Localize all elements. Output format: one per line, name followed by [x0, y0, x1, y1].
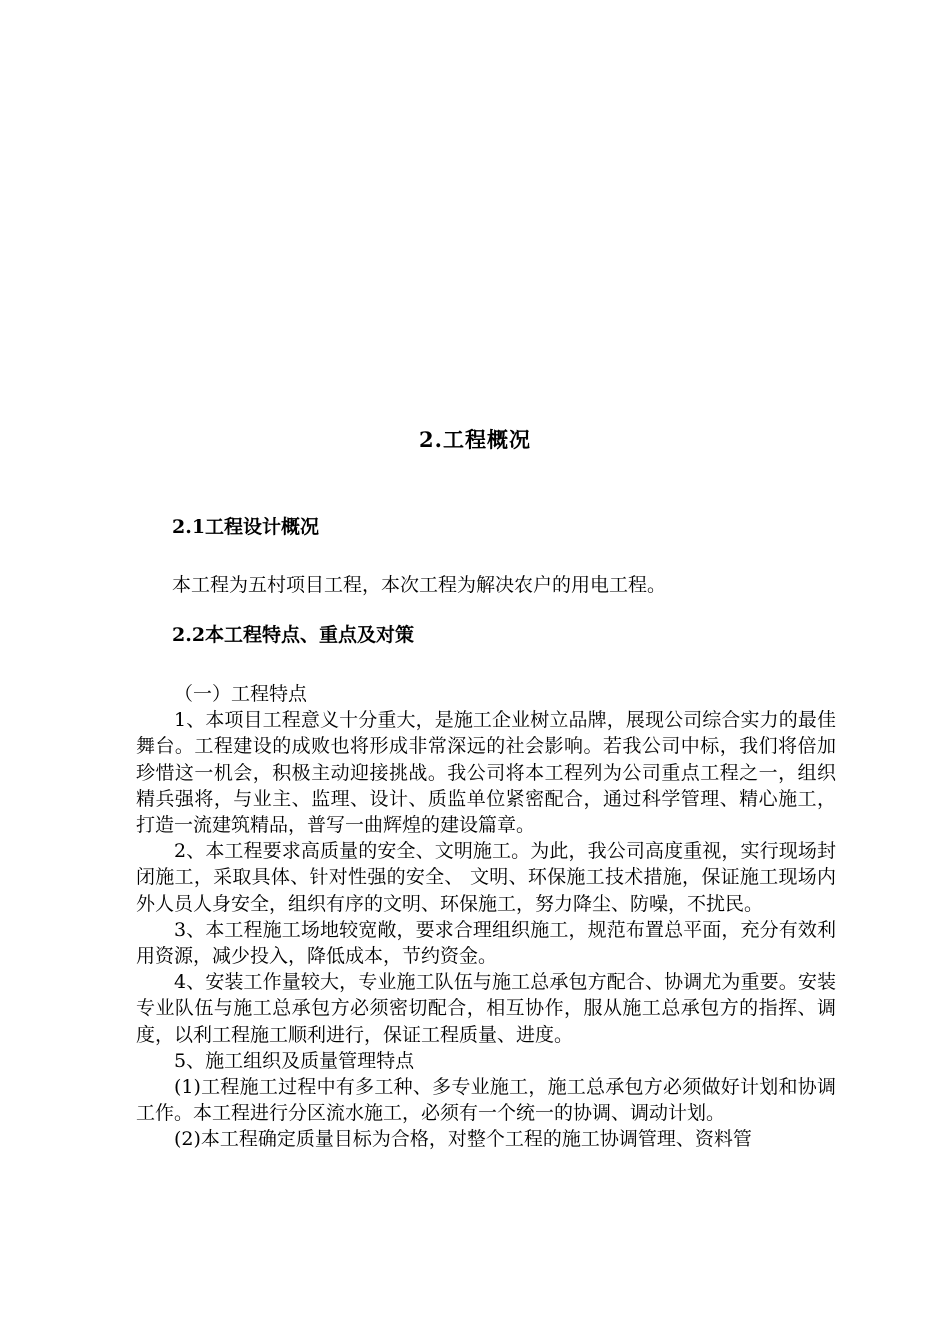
paragraph-5-1: (1)工程施工过程中有多工种、多专业施工，施工总承包方必须做好计划和协调工作。本工程进行分区流水施工，必须有一个统一的协调、调动计划。: [136, 1076, 836, 1125]
paragraph-5: 5、施工组织及质量管理特点: [174, 1049, 415, 1072]
subheading-features: （一）工程特点: [174, 683, 308, 705]
paragraph-1: 1、本项目工程意义十分重大，是施工企业树立品牌，展现公司综合实力的最佳舞台。工程建设的成败也将形成非常深远的社会影响。若我公司中标，我们将倍加珍惜这一机会，积极主动迎接挑战。我公司将本工程列为公司重点工程之一，组织精兵强将，与业主、监理、设计、质监单位紧密配合，通过科学管理、精心施工，打造一流建筑精品，普写一曲辉煌的建设篇章。: [136, 709, 836, 837]
section-2-2-body: [136, 681, 836, 1153]
paragraph-3: 3、本工程施工场地较宽敞，要求合理组织施工，规范布置总平面，充分有效利用资源，减少投入，降低成本，节约资金。: [136, 918, 836, 968]
chapter-title: 2.工程概况: [419, 427, 531, 452]
paragraph-4: 4、安装工作量较大，专业施工队伍与施工总承包方配合、协调尤为重要。安装专业队伍与施工总承包方必须密切配合，相互协作，服从施工总承包方的指挥、调度，以利工程施工顺利进行，保证工程质量、进度。: [136, 971, 836, 1046]
section-heading-2-2: 2.2本工程特点、重点及对策: [172, 624, 415, 646]
project-summary: 本工程为五村项目工程，本次工程为解决农户的用电工程。: [172, 574, 667, 596]
section-heading-2-1: 2.1工程设计概况: [172, 516, 320, 538]
paragraph-5-2: (2)本工程确定质量目标为合格，对整个工程的施工协调管理、资料管: [174, 1128, 752, 1151]
paragraph-2: 2、本工程要求高质量的安全、文明施工。为此，我公司高度重视，实行现场封闭施工，采取具体、针对性强的安全、 文明、环保施工技术措施，保证施工现场内外人员人身安全，组织有序的文明、环保施工，努力降尘、防噪，不扰民。: [136, 840, 836, 915]
